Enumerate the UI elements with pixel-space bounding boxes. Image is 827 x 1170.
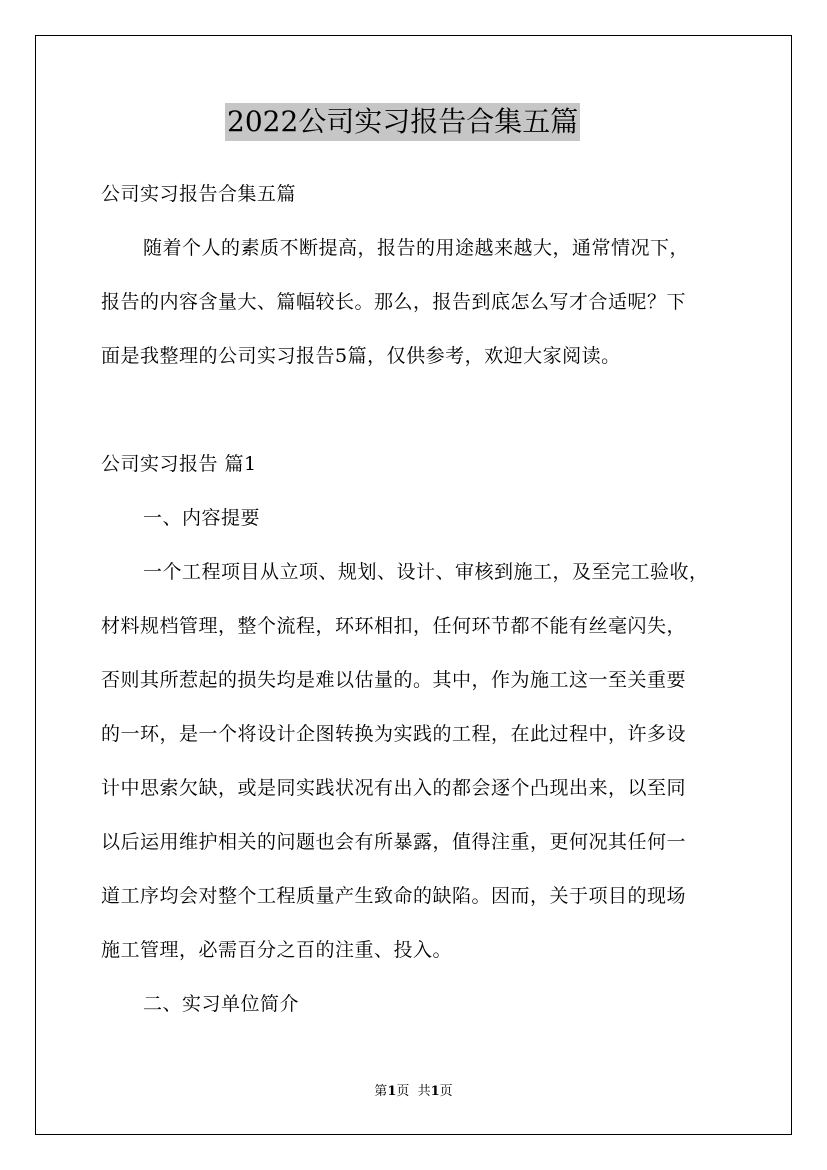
paragraph-line-8: 施工管理，必需百分之百的注重、投入。 (101, 939, 453, 961)
paragraph-line-5: 计中思索欠缺，或是同实践状况有出入的都会逐个凸现出来，以至同 (101, 777, 687, 799)
intro-line-1: 随着个人的素质不断提高，报告的用途越来越大，通常情况下， (143, 237, 690, 259)
document-title: 2022公司实习报告合集五篇 (225, 103, 580, 141)
paragraph-line-2: 材料规档管理，整个流程，环环相扣，任何环节都不能有丝毫闪失， (101, 615, 687, 637)
paragraph-line-6: 以后运用维护相关的问题也会有所暴露，值得注重，更何况其任何一 (101, 831, 687, 853)
intro-line-3: 面是我整理的公司实习报告5篇，仅供参考，欢迎大家阅读。 (101, 345, 621, 367)
paragraph-line-7: 道工序均会对整个工程质量产生致命的缺陷。因而，关于项目的现场 (101, 885, 687, 907)
paragraph-line-1: 一个工程项目从立项、规划、设计、审核到施工，及至完工验收， (143, 561, 709, 583)
footer-page-total: 1 (430, 1084, 440, 1099)
footer-middle: 页 共 (396, 1084, 431, 1099)
section-heading: 公司实习报告 篇1 (101, 453, 257, 475)
footer-suffix: 页 (439, 1084, 453, 1099)
part2-heading: 二、实习单位简介 (143, 993, 300, 1015)
part1-heading: 一、内容提要 (143, 507, 261, 529)
paragraph-line-4: 的一环，是一个将设计企图转换为实践的工程，在此过程中，许多设 (101, 723, 687, 745)
intro-line-2: 报告的内容含量大、篇幅较长。那么，报告到底怎么写才合适呢？下 (101, 291, 687, 313)
footer-prefix: 第 (374, 1084, 388, 1099)
document-subtitle: 公司实习报告合集五篇 (101, 183, 297, 205)
page-footer (0, 1083, 827, 1101)
paragraph-line-3: 否则其所惹起的损失均是难以估量的。其中，作为施工这一至关重要 (101, 669, 687, 691)
footer-page-number: 1 (387, 1084, 397, 1099)
